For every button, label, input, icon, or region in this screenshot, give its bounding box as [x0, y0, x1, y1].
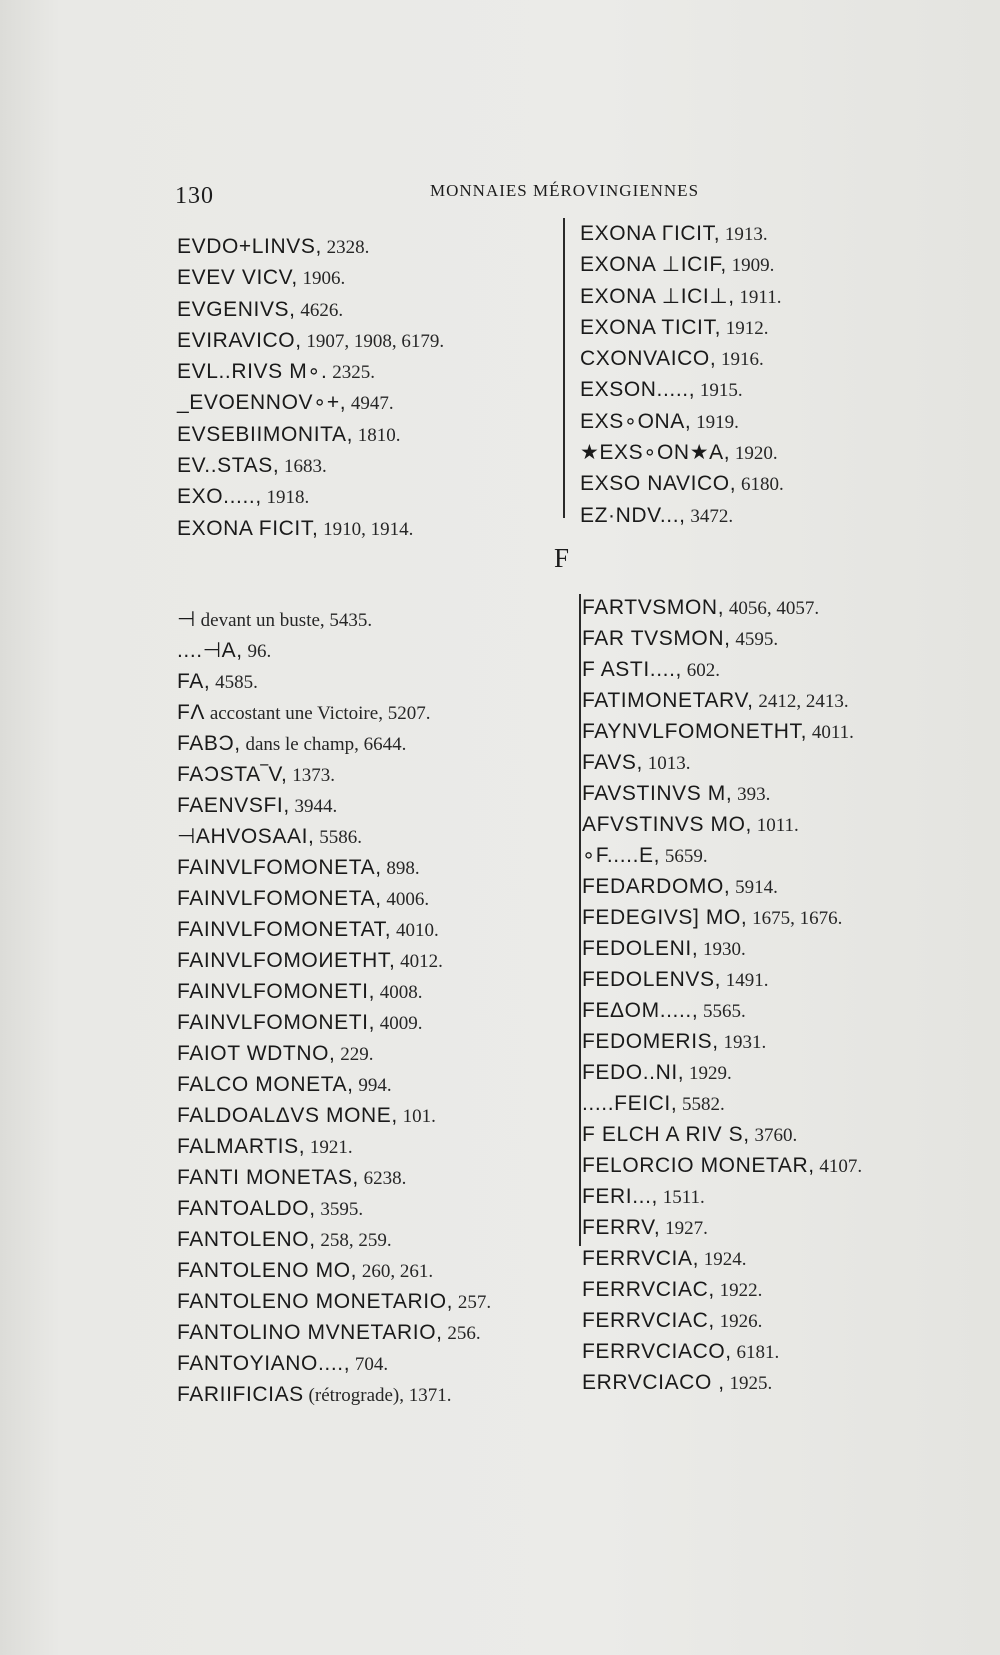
catalogue-numbers: 1011.: [752, 815, 799, 836]
catalogue-numbers: 101.: [397, 1106, 436, 1127]
coin-legend: FALCO MONETA,: [177, 1073, 354, 1096]
coin-legend: FERRVCIAC,: [582, 1309, 715, 1332]
index-entry: [177, 1007, 491, 1038]
catalogue-numbers: 1925.: [724, 1373, 773, 1394]
index-entry: [177, 1286, 491, 1317]
coin-legend: FANTI MONETAS,: [177, 1166, 359, 1189]
index-entry: [582, 1119, 862, 1150]
catalogue-numbers: 4006.: [381, 889, 430, 910]
coin-legend: EXONA FICIT,: [177, 516, 319, 540]
catalogue-numbers: 2412, 2413.: [753, 691, 849, 712]
catalogue-numbers: 4947.: [346, 393, 394, 415]
index-entry: [580, 281, 784, 312]
coin-legend: FAENVSFI,: [177, 794, 290, 817]
coin-legend: FEDOMERIS,: [582, 1030, 719, 1053]
index-entry: [582, 747, 862, 778]
coin-legend: FANTOLINO MVNETARIO,: [177, 1321, 443, 1344]
catalogue-numbers: 256.: [442, 1323, 481, 1344]
coin-legend: EVGENIVS,: [177, 297, 296, 321]
catalogue-numbers: 229.: [335, 1044, 374, 1065]
catalogue-numbers: 1921.: [305, 1137, 353, 1158]
catalogue-numbers: 4011.: [807, 722, 854, 743]
catalogue-numbers: dans le champ, 6644.: [240, 734, 407, 755]
catalogue-numbers: 4009.: [375, 1013, 423, 1034]
index-entry: [177, 481, 444, 512]
index-entry: [177, 1069, 491, 1100]
catalogue-numbers: 6180.: [736, 474, 784, 496]
coin-legend: .....FEICI,: [582, 1092, 678, 1115]
coin-legend: FERRVCIACO,: [582, 1340, 732, 1363]
index-entry: [582, 1088, 862, 1119]
index-entry: [582, 1181, 862, 1212]
catalogue-numbers: 1916.: [716, 349, 764, 371]
coin-legend: FANTOLENO,: [177, 1228, 316, 1251]
index-entry: [177, 1317, 491, 1348]
index-entry: [582, 964, 862, 995]
coin-legend: EXSO NAVICO,: [580, 472, 737, 496]
catalogue-numbers: 1907, 1908, 6179.: [301, 330, 445, 352]
index-entry: [177, 728, 491, 759]
index-entry: [582, 1150, 862, 1181]
coin-legend: EXSON.....,: [580, 378, 696, 402]
page-number: 130: [175, 183, 214, 209]
index-entry: [582, 933, 862, 964]
catalogue-numbers: 1919.: [691, 411, 739, 433]
index-entry: [582, 902, 862, 933]
catalogue-numbers: 5659.: [660, 846, 708, 867]
catalogue-numbers: devant un buste, 5435.: [195, 610, 373, 631]
coin-legend: FARTVSMON,: [582, 596, 725, 619]
catalogue-numbers: 4595.: [730, 629, 779, 650]
index-entry: [177, 325, 444, 356]
index-entry: [582, 1026, 862, 1057]
catalogue-numbers: 1909.: [726, 255, 775, 277]
catalogue-numbers: 3944.: [289, 796, 338, 817]
index-entry: [582, 809, 862, 840]
index-entry: [177, 1100, 491, 1131]
coin-legend: FAƆSTA‾V,: [177, 763, 288, 786]
index-entry: [580, 468, 784, 499]
coin-legend: FABƆ,: [177, 732, 241, 755]
index-entry: [582, 685, 862, 716]
catalogue-numbers: 602.: [681, 660, 720, 681]
index-entry: [580, 406, 784, 437]
catalogue-numbers: 1920.: [730, 443, 778, 465]
coin-legend: _EVOENNOV∘+,: [177, 391, 347, 415]
catalogue-numbers: 1373.: [287, 765, 335, 786]
catalogue-numbers: 4010.: [391, 920, 439, 941]
coin-legend: FERRVCIAC,: [582, 1278, 715, 1301]
index-entry: [582, 716, 862, 747]
index-entry: [177, 1162, 491, 1193]
coin-legend: FAVSTINVS M,: [582, 782, 733, 805]
catalogue-numbers: 1013.: [642, 753, 691, 774]
index-entry: [580, 249, 784, 280]
index-entry: [580, 374, 784, 405]
index-entry: [177, 635, 491, 666]
catalogue-numbers: 6181.: [731, 1342, 780, 1363]
index-entry: [177, 852, 491, 883]
coin-legend: FEDARDOMO,: [582, 875, 731, 898]
index-entry: [177, 697, 491, 728]
coin-legend: FAR TVSMON,: [582, 627, 731, 650]
coin-legend: ERRVCIACO ,: [582, 1371, 725, 1394]
coin-legend: FEΔOM.....,: [582, 999, 699, 1022]
index-entry: [177, 387, 444, 418]
coin-legend: FERRVCIA,: [582, 1247, 700, 1270]
coin-legend: FAINVLFOMONETAT,: [177, 918, 392, 941]
coin-legend: FATIMONETARV,: [582, 689, 754, 712]
index-entry: [582, 1305, 862, 1336]
index-entry: [582, 840, 862, 871]
coin-legend: FERI...,: [582, 1185, 658, 1208]
coin-legend: ⊣AHVOSAAI,: [177, 825, 315, 848]
catalogue-numbers: 1913.: [720, 224, 768, 245]
coin-legend: ⊣: [177, 608, 196, 631]
index-entry: [177, 231, 444, 262]
catalogue-numbers: 1810.: [353, 424, 401, 446]
coin-legend: EVEV VICV,: [177, 266, 298, 290]
index-entry: [582, 871, 862, 902]
index-entry: [582, 1243, 862, 1274]
index-entry: [580, 312, 784, 343]
catalogue-numbers: 1931.: [718, 1032, 767, 1053]
index-entry: [177, 759, 491, 790]
coin-legend: FEDOLENVS,: [582, 968, 722, 991]
coin-legend: FEDOLENI,: [582, 937, 699, 960]
coin-legend: EXS∘ONA,: [580, 409, 692, 433]
catalogue-numbers: 1910, 1914.: [318, 518, 414, 540]
index-entry: [177, 976, 491, 1007]
catalogue-numbers: 1683.: [279, 456, 327, 478]
column-divider-bottom: [579, 594, 581, 1246]
index-entry: [582, 654, 862, 685]
coin-legend: FEDO..NI,: [582, 1061, 685, 1084]
index-entry: [177, 914, 491, 945]
coin-legend: FAINVLFOMONETI,: [177, 1011, 376, 1034]
coin-legend: FAYNVLFOMONETHT,: [582, 720, 808, 743]
catalogue-numbers: 2328.: [321, 237, 370, 258]
catalogue-numbers: 5582.: [677, 1094, 725, 1115]
catalogue-numbers: 1922.: [714, 1280, 763, 1301]
index-entry: [177, 1379, 491, 1410]
index-entry: [177, 419, 444, 450]
coin-legend: EVDO+LINVS,: [177, 235, 322, 258]
catalogue-numbers: 5914.: [730, 877, 778, 898]
coin-legend: F ASTI....,: [582, 658, 682, 681]
catalogue-numbers: 1911.: [734, 286, 782, 308]
catalogue-numbers: 3472.: [685, 505, 734, 527]
catalogue-numbers: 2325.: [327, 362, 375, 384]
coin-legend: FANTOLENO MONETARIO,: [177, 1290, 454, 1313]
index-entry: [582, 1212, 862, 1243]
index-entry: [177, 294, 444, 325]
index-entry: [177, 513, 444, 544]
catalogue-numbers: 1929.: [684, 1063, 732, 1084]
coin-legend: EXONA TICIT,: [580, 315, 722, 339]
coin-legend: EXONA ⊥ICIF,: [580, 253, 727, 277]
coin-legend: FAINVLFOMOИETHT,: [177, 949, 396, 972]
catalogue-numbers: 1491.: [721, 970, 769, 991]
coin-legend: FANTOYIANO....,: [177, 1352, 351, 1375]
index-entry: [177, 821, 491, 852]
catalogue-numbers: 4008.: [375, 982, 423, 1003]
index-entry: [582, 778, 862, 809]
index-entry: [177, 945, 491, 976]
coin-legend: EZ·NDV...,: [580, 503, 686, 527]
coin-legend: FALDOALΔVS MONE,: [177, 1104, 398, 1127]
index-entry: [177, 1348, 491, 1379]
catalogue-numbers: 5586.: [314, 827, 362, 848]
catalogue-numbers: 5565.: [698, 1001, 746, 1022]
coin-legend: FAINVLFOMONETI,: [177, 980, 376, 1003]
index-entry: [582, 995, 862, 1026]
catalogue-numbers: 1675, 1676.: [747, 908, 843, 929]
coin-legend: FELORCIO MONETAR,: [582, 1154, 815, 1177]
coin-legend: FAINVLFOMONETA,: [177, 856, 382, 879]
catalogue-numbers: 393.: [732, 784, 771, 805]
coin-legend: ★EXS∘ON★A,: [580, 441, 731, 465]
catalogue-numbers: 704.: [350, 1354, 389, 1375]
section-letter: F: [554, 543, 570, 573]
index-entry: [580, 218, 784, 249]
catalogue-numbers: 96.: [242, 641, 272, 662]
catalogue-numbers: 1511.: [657, 1187, 705, 1208]
index-entry: [177, 790, 491, 821]
index-entry: [580, 343, 784, 374]
coin-legend: FAINVLFOMONETA,: [177, 887, 382, 910]
coin-legend: FANTOALDO,: [177, 1197, 316, 1220]
index-entry: [177, 450, 444, 481]
catalogue-numbers: 1927.: [660, 1218, 708, 1239]
coin-legend: FA,: [177, 670, 211, 693]
coin-legend: F ELCH A RIV S,: [582, 1123, 750, 1146]
index-entry: [582, 1057, 862, 1088]
index-entry: [582, 623, 862, 654]
catalogue-numbers: 1924.: [699, 1249, 747, 1270]
index-entry: [582, 1367, 862, 1398]
catalogue-numbers: 1926.: [714, 1311, 763, 1332]
catalogue-numbers: 4012.: [395, 951, 443, 972]
catalogue-numbers: 4626.: [295, 299, 344, 321]
catalogue-numbers: 258, 259.: [315, 1230, 392, 1251]
catalogue-numbers: 260, 261.: [357, 1261, 434, 1282]
entry-list-top-right: [580, 218, 784, 531]
coin-legend: FAIOT WDTNO,: [177, 1042, 336, 1065]
entry-list-top-left: [177, 231, 444, 544]
catalogue-numbers: 1918.: [261, 487, 310, 509]
column-divider-top: [563, 218, 565, 518]
coin-legend: FAVS,: [582, 751, 643, 774]
index-entry: [177, 1224, 491, 1255]
catalogue-numbers: 4107.: [814, 1156, 863, 1177]
catalogue-numbers: 1915.: [695, 380, 743, 402]
catalogue-numbers: (rétrograde), 1371.: [303, 1385, 452, 1406]
coin-legend: FARIIFICIAS: [177, 1383, 304, 1406]
coin-legend: CXONVAICO,: [580, 347, 717, 371]
index-entry: [582, 592, 862, 623]
catalogue-numbers: 1930.: [698, 939, 746, 960]
index-entry: [582, 1336, 862, 1367]
catalogue-numbers: 6238.: [358, 1168, 407, 1189]
catalogue-numbers: 4056, 4057.: [724, 598, 820, 619]
coin-legend: EXONA ⊥ICI⊥,: [580, 284, 735, 308]
index-entry: [177, 604, 491, 635]
coin-legend: EVSEBIIMONITA,: [177, 422, 354, 446]
index-entry: [177, 262, 444, 293]
catalogue-numbers: 1906.: [297, 268, 346, 290]
index-entry: [177, 883, 491, 914]
catalogue-numbers: 3760.: [749, 1125, 798, 1146]
coin-legend: EVL..RIVS M∘.: [177, 360, 328, 384]
running-title: MONNAIES MÉROVINGIENNES: [430, 181, 700, 200]
index-entry: [177, 666, 491, 697]
index-entry: [580, 437, 784, 468]
catalogue-numbers: 994.: [353, 1075, 392, 1096]
coin-legend: FALMARTIS,: [177, 1135, 306, 1158]
index-entry: [582, 1274, 862, 1305]
catalogue-numbers: 257.: [453, 1292, 492, 1313]
index-entry: [177, 1038, 491, 1069]
index-entry: [177, 1255, 491, 1286]
catalogue-numbers: 4585.: [210, 672, 258, 693]
coin-legend: EV..STAS,: [177, 454, 280, 478]
coin-legend: FΛ: [177, 701, 206, 724]
coin-legend: FANTOLENO MO,: [177, 1259, 358, 1282]
coin-legend: EXO.....,: [177, 485, 262, 509]
coin-legend: EVIRAVICO,: [177, 328, 302, 352]
index-entry: [580, 500, 784, 531]
entry-list-bottom-right: [582, 592, 862, 1398]
coin-legend: FEDEGIVS] MO,: [582, 906, 748, 929]
coin-legend: ∘F.....E,: [582, 844, 661, 867]
coin-legend: FERRV,: [582, 1216, 661, 1239]
catalogue-numbers: 898.: [381, 858, 420, 879]
entry-list-bottom-left: [177, 604, 491, 1410]
coin-legend: AFVSTINVS MO,: [582, 813, 752, 836]
coin-legend: EXONA ΓICIT,: [580, 222, 721, 245]
catalogue-numbers: 3595.: [315, 1199, 364, 1220]
coin-legend: ....⊣A,: [177, 639, 243, 662]
index-entry: [177, 1193, 491, 1224]
catalogue-numbers: 1912.: [721, 317, 769, 339]
index-entry: [177, 1131, 491, 1162]
catalogue-numbers: accostant une Victoire, 5207.: [205, 703, 431, 724]
index-entry: [177, 356, 444, 387]
